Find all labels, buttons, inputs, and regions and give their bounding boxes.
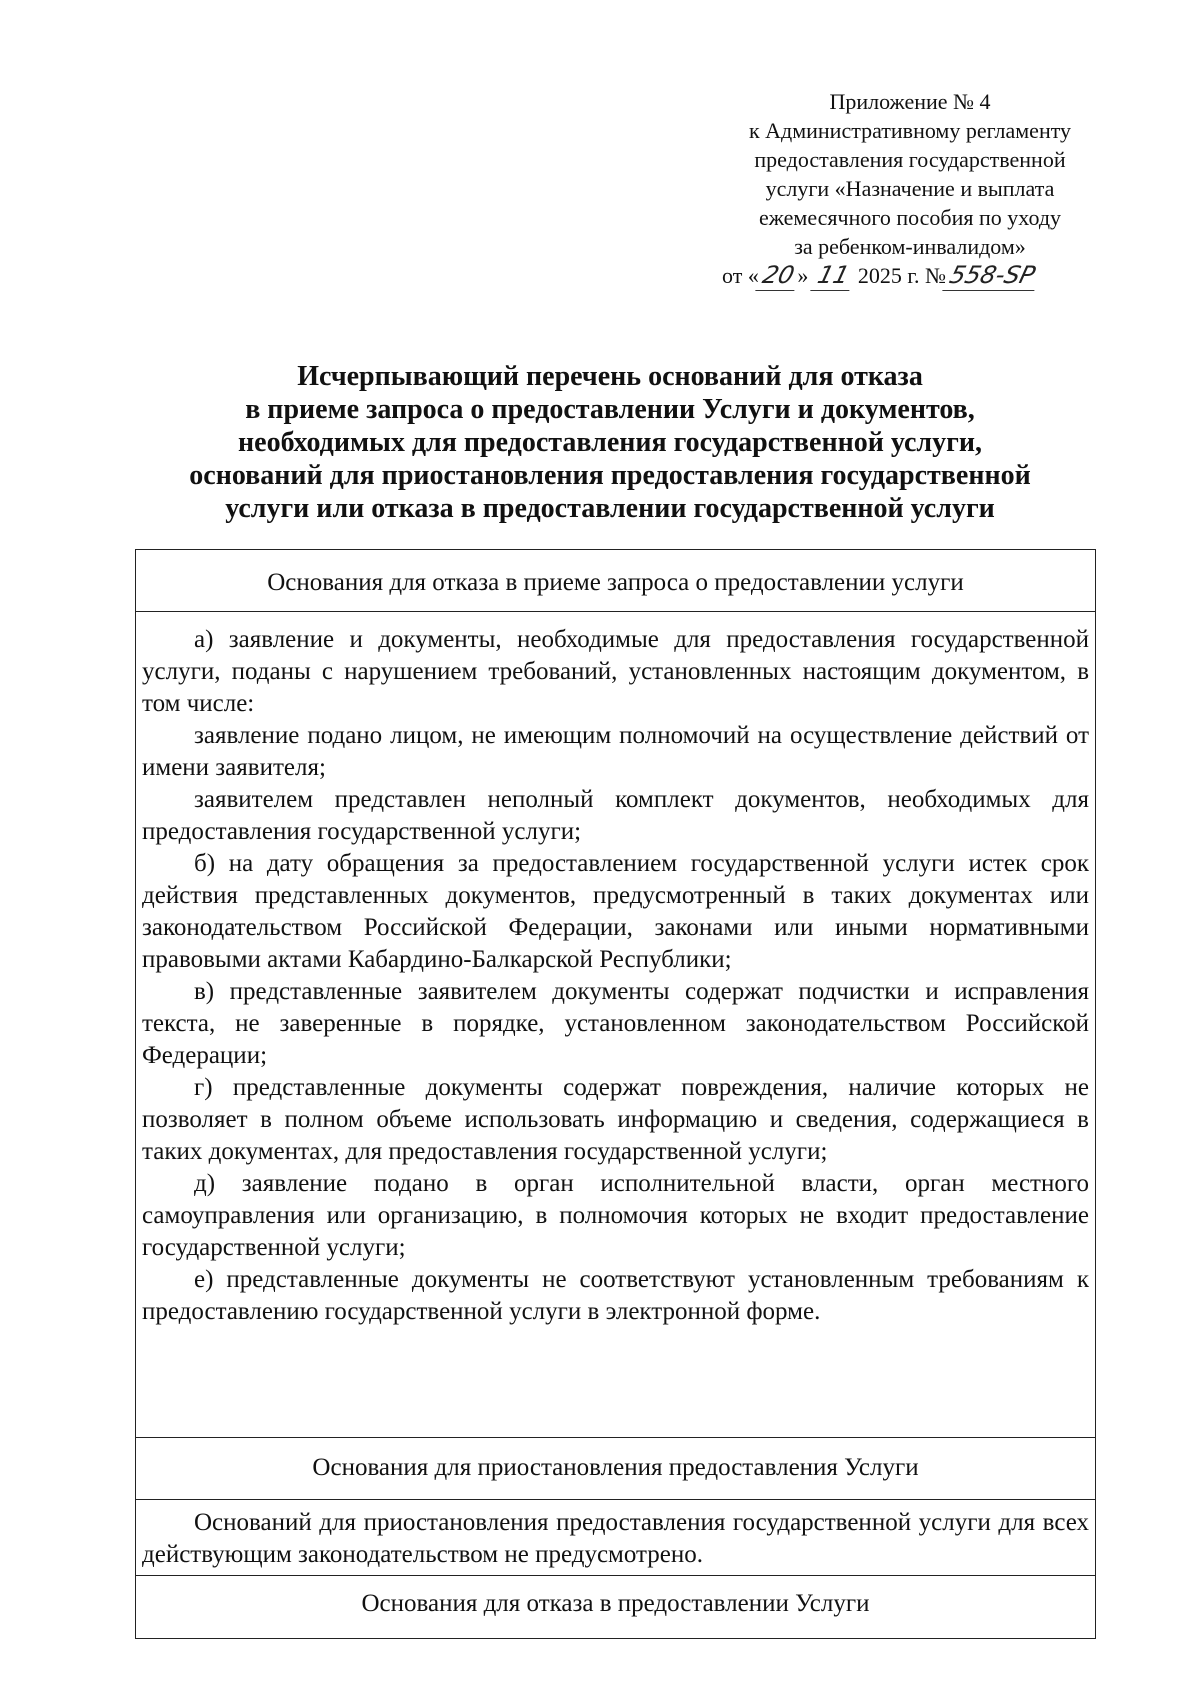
section-header-refusal-service: Основания для отказа в предоставлении Услуги bbox=[136, 1576, 1095, 1639]
appendix-line: услуги «Назначение и выплата bbox=[765, 176, 1055, 201]
appendix-date-line bbox=[700, 261, 1120, 291]
title-line: услуги или отказа в предоставлении государственной услуги bbox=[225, 493, 995, 524]
paragraph-a: а) заявление и документы, необходимые для предоставления государственной услуги, поданы с нарушением требований, установленных настоящим документом, в том числе: bbox=[142, 626, 1089, 717]
paragraph-d: д) заявление подано в орган исполнительной власти, орган местного самоуправления или организацию, в полномочия которых не входит предоставление государственной услуги; bbox=[142, 1170, 1089, 1261]
date-mid: » bbox=[797, 263, 809, 288]
appendix-line: предоставления государственной bbox=[754, 147, 1066, 172]
date-year: 2025 г. bbox=[857, 263, 920, 288]
suspension-text: Оснований для приостановления предоставления государственной услуги для всех действующим законодательством не предусмотрено. bbox=[142, 1509, 1089, 1568]
paragraph-v: в) представленные заявителем документы содержат подчистки и исправления текста, не заверенные в порядке, установленном законодательством Российской Федерации; bbox=[142, 978, 1089, 1069]
number-label: № bbox=[924, 263, 946, 288]
appendix-line: за ребенком-инвалидом» bbox=[794, 234, 1026, 259]
paragraph-e: е) представленные документы не соответствуют установленным требованиям к предоставлению государственной услуги в электронной форме. bbox=[142, 1266, 1089, 1325]
number-handwritten: 558-SP bbox=[942, 261, 1042, 291]
date-month-handwritten: 11 bbox=[810, 261, 856, 291]
title-line: оснований для приостановления предоставления государственной bbox=[189, 460, 1031, 491]
date-prefix: от « bbox=[722, 263, 759, 288]
paragraph-b: б) на дату обращения за предоставлением государственной услуги истек срок действия представленных документов, предусмотренный в таких документах или законодательством Российской Федерации, законами или иными нормативными правовыми актами Кабардино-Балкарской Республики; bbox=[142, 850, 1089, 973]
appendix-block bbox=[700, 87, 1120, 291]
title-line: в приеме запроса о предоставлении Услуги и документов, bbox=[245, 394, 975, 425]
appendix-line: к Административному регламенту bbox=[748, 118, 1072, 143]
title-line: необходимых для предоставления государственной услуги, bbox=[238, 427, 982, 458]
section-body-refusal-reception bbox=[136, 612, 1095, 1438]
section-header-refusal-reception: Основания для отказа в приеме запроса о предоставлении услуги bbox=[136, 550, 1095, 612]
appendix-line: Приложение № 4 bbox=[829, 89, 991, 114]
paragraph-a-1: заявление подано лицом, не имеющим полномочий на осуществление действий от имени заявителя; bbox=[142, 722, 1089, 781]
title-line: Исчерпывающий перечень оснований для отказа bbox=[297, 361, 923, 392]
appendix-line: ежемесячного пособия по уходу bbox=[758, 205, 1062, 230]
section-header-suspension: Основания для приостановления предоставления Услуги bbox=[136, 1438, 1095, 1500]
paragraph-g: г) представленные документы содержат повреждения, наличие которых не позволяет в полном объеме использовать информацию и сведения, содержащиеся в таких документах, для предоставления государственной услуги; bbox=[142, 1074, 1089, 1165]
grounds-table bbox=[135, 549, 1096, 1639]
paragraph-a-2: заявителем представлен неполный комплект документов, необходимых для предоставления государственной услуги; bbox=[142, 786, 1089, 845]
document-title bbox=[130, 360, 1090, 525]
date-day-handwritten: 20 bbox=[755, 261, 801, 291]
section-body-suspension bbox=[136, 1500, 1095, 1576]
